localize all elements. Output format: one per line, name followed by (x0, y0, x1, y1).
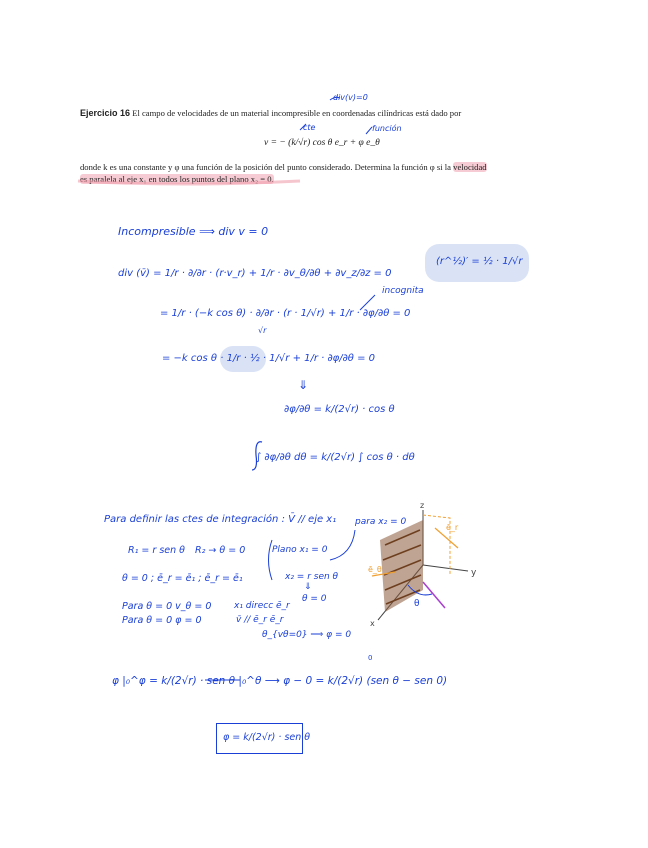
er-label: ē_r (446, 523, 459, 532)
dir-line-2: v̄ // ē_r ē_r (236, 615, 284, 625)
highlight-velocidad: velocidad (453, 162, 487, 172)
note-funcion: función (372, 124, 402, 133)
theta0-line: θ = 0 ; ē_r = ē₁ ; ē_r = ē₁ (122, 573, 243, 584)
r1-line: R₁ = r sen θ (128, 545, 185, 556)
incognita-note: incognita (382, 286, 424, 296)
dir-line-1: x₁ direcc ē_r (234, 601, 290, 611)
zero-superscript: 0 (368, 654, 373, 662)
step3-line: = −k cos θ · 1/r · ½ · 1/√r + 1/r · ∂φ/∂θ = 0 (162, 353, 376, 364)
axis-z-label: z (420, 501, 425, 510)
answer-text: φ = k/(2√r) · sen θ (223, 732, 311, 743)
para-definir-line: Para definir las ctes de integración : V̄ // eje x₁ (104, 514, 337, 525)
etheta-label: ē_θ (368, 565, 382, 574)
note-div-v: div(v)=0 (333, 93, 368, 102)
arrow-cte (300, 124, 306, 130)
plano-line: Plano x₁ = 0 (272, 545, 328, 555)
div-line: div (v̄) = 1/r · ∂/∂r · (r·v_r) + 1/r · ∂v_θ/∂θ + ∂v_z/∂z = 0 (118, 268, 392, 279)
integral-line: ∫ ∂φ/∂θ dθ = k/(2√r) ∫ cos θ · dθ (256, 452, 415, 463)
arrow-plano (330, 530, 355, 560)
para-line-1: Para θ = 0 v_θ = 0 (122, 601, 212, 612)
axis-y-label: y (471, 568, 477, 578)
eval-line: φ |₀^φ = k/(2√r) · sen θ |₀^θ ⟶ φ − 0 = k/(2√r) (sen θ − sen 0) (112, 675, 448, 687)
arrow-div-note (330, 97, 340, 100)
implies-arrow: ⇓ (298, 378, 309, 392)
plano-bracket (269, 540, 273, 580)
x2-theta: θ = 0 (302, 594, 327, 604)
dir-line-3: θ_{vθ=0} ⟹ φ = 0 (262, 630, 352, 640)
para-line-2: Para θ = 0 φ = 0 (122, 615, 202, 626)
step2-sqrt: √r (258, 326, 267, 335)
incompressible-line: Incompresible ⟹ div v = 0 (118, 225, 269, 238)
note-cte: cte (303, 123, 316, 132)
velocity-formula: v = − (k/√r) cos θ e_r + φ e_θ (264, 138, 380, 148)
exercise-intro-text: El campo de velocidades de un material incompresible en coordenadas cilíndricas está dado por (132, 108, 462, 118)
arrow-funcion (366, 127, 372, 134)
highlight-parallel: es paralela al eje x₁ en todos los puntos del plano x₂ = 0. (80, 174, 274, 184)
step2-line: = 1/r · (−k cos θ) · ∂/∂r · (r · 1/√r) + 1/r · ∂φ/∂θ = 0 (160, 308, 411, 319)
axis-x-label: x (370, 619, 375, 628)
exercise-line2-text: donde k es una constante y φ una función de la posición del punto considerado. Determina la función φ si la (80, 162, 451, 172)
step4-line: ∂φ/∂θ = k/(2√r) · cos θ (284, 404, 395, 415)
r2-line: R₂ → θ = 0 (195, 545, 246, 556)
x2-line: x₂ = r sen θ (285, 572, 339, 582)
arrow-incognita (360, 295, 375, 310)
exercise-title: Ejercicio 16 (80, 108, 131, 118)
para-x2-note: para x₂ = 0 (355, 517, 407, 527)
axis-y-line (423, 565, 468, 571)
theta-label: θ (414, 599, 420, 609)
x2-implies: ⇓ (304, 582, 312, 592)
highlight-stroke (78, 181, 300, 184)
side-formula: (r^½)′ = ½ · 1/√r (436, 256, 523, 267)
integral-sign (252, 442, 262, 470)
